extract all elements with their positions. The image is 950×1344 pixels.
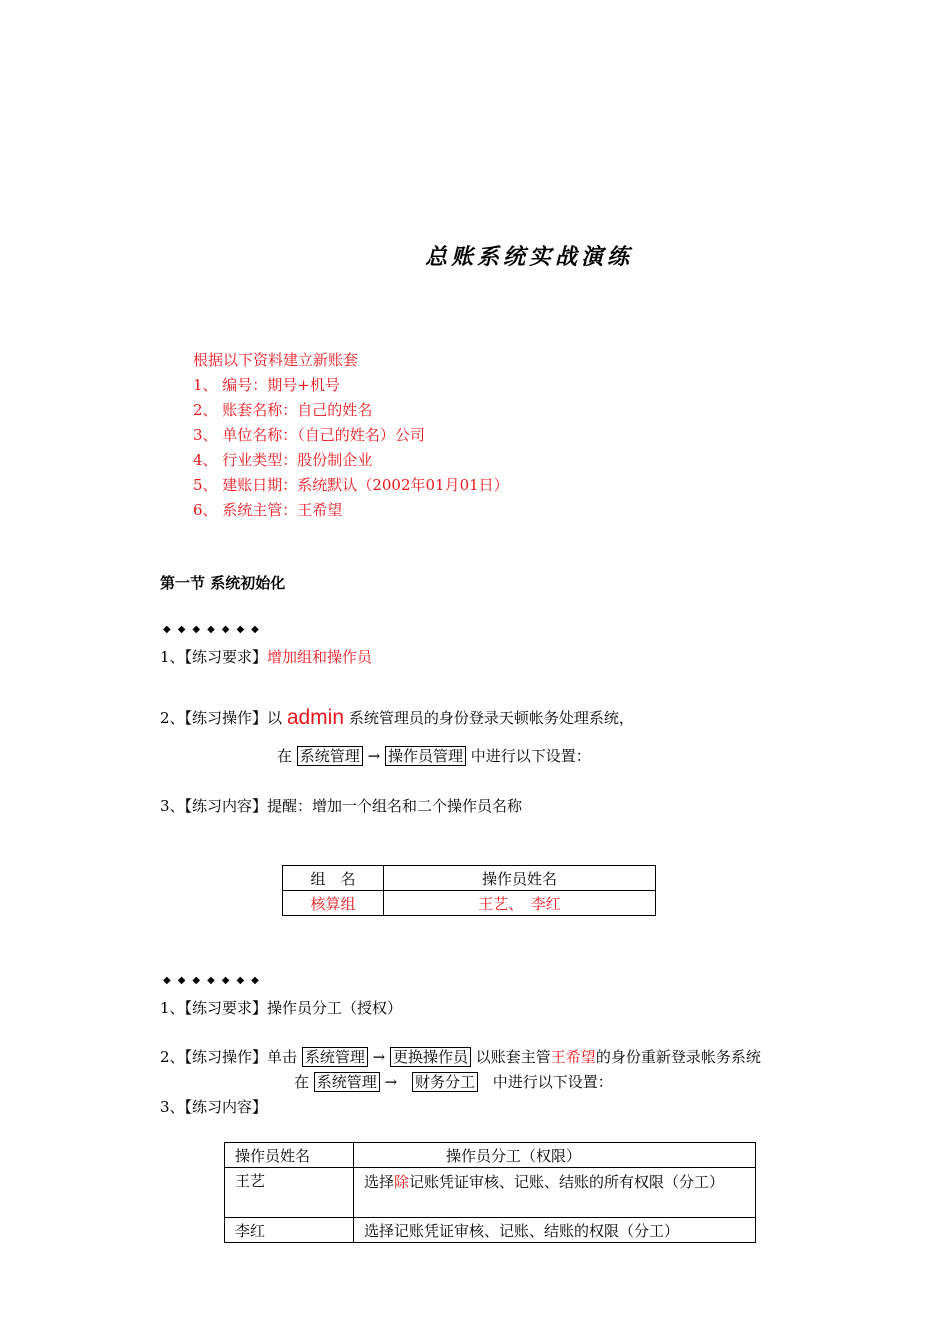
table-row xyxy=(225,1218,756,1243)
operation-text: 系统管理员的身份登录天顿帐务处理系统， xyxy=(348,709,634,727)
table-header-row xyxy=(225,1143,756,1168)
table-cell-name: 李红 xyxy=(225,1218,354,1243)
section-heading: 第一节 系统初始化 xyxy=(160,574,286,592)
permission-text: 记账凭证审核、记账、结账的所有权限（分工） xyxy=(409,1173,725,1191)
requirement-line: 1、【练习要求】操作员分工（授权） xyxy=(160,999,403,1017)
menu-change-operator: 更换操作员 xyxy=(390,1047,471,1067)
table-cell-permission xyxy=(354,1168,756,1218)
table-header: 组 名 xyxy=(283,866,384,891)
intro-item: 6、 系统主管：王希望 xyxy=(193,501,343,519)
intro-item: 4、 行业类型：股份制企业 xyxy=(193,451,373,469)
requirement-label: 1、【练习要求】 xyxy=(160,648,268,666)
menu-finance-division: 财务分工 xyxy=(412,1072,478,1092)
permission-text: 选择 xyxy=(364,1173,395,1191)
table-cell-permission: 选择记账凭证审核、记账、结账的权限（分工） xyxy=(354,1218,756,1243)
content-line: 3、【练习内容】提醒：增加一个组名和二个操作员名称 xyxy=(160,797,523,815)
path-in: 在 xyxy=(277,747,293,765)
operation-label: 2、【练习操作】以 xyxy=(160,709,283,727)
table-header-row xyxy=(283,866,656,891)
table-header: 操作员分工（权限） xyxy=(354,1143,756,1168)
table-cell-operators: 王艺、 李红 xyxy=(384,891,656,916)
path-line xyxy=(277,745,591,766)
arrow-icon: → xyxy=(372,1048,386,1066)
intro-block xyxy=(193,348,509,523)
table-cell-group: 核算组 xyxy=(283,891,384,916)
operation-line xyxy=(160,1046,761,1067)
operation-tail: 的身份重新登录帐务系统 xyxy=(595,1048,761,1066)
arrow-icon: → xyxy=(384,1073,398,1091)
intro-item: 2、 账套名称：自己的姓名 xyxy=(193,401,373,419)
intro-item: 1、 编号：期号+机号 xyxy=(193,376,340,394)
table-row xyxy=(283,891,656,916)
menu-system-management: 系统管理 xyxy=(314,1072,380,1092)
operation-line xyxy=(160,706,634,730)
requirement-text: 增加组和操作员 xyxy=(267,648,373,666)
permission-emphasis: 除 xyxy=(394,1173,410,1191)
table-header: 操作员姓名 xyxy=(384,866,656,891)
menu-system-management: 系统管理 xyxy=(297,746,363,766)
diamond-divider: ◆◆◆◆◆◆◆ xyxy=(163,624,266,635)
arrow-icon: → xyxy=(367,747,381,765)
table-cell-name: 王艺 xyxy=(225,1168,354,1218)
content-line: 3、【练习内容】 xyxy=(160,1098,268,1116)
permission-table xyxy=(224,1142,756,1243)
group-table xyxy=(282,865,656,916)
intro-heading: 根据以下资料建立新账套 xyxy=(193,351,359,369)
intro-item: 5、 建账日期：系统默认（2002年01月01日） xyxy=(193,476,509,494)
supervisor-name: 王希望 xyxy=(550,1048,596,1066)
document-title: 总账系统实战演练 xyxy=(425,244,634,270)
table-row xyxy=(225,1168,756,1218)
menu-system-management: 系统管理 xyxy=(302,1047,368,1067)
path-tail: 中进行以下设置： xyxy=(492,1073,613,1091)
table-header: 操作员姓名 xyxy=(225,1143,354,1168)
requirement-line xyxy=(160,646,372,667)
path-in: 在 xyxy=(294,1073,310,1091)
path-line xyxy=(294,1071,613,1092)
path-tail: 中进行以下设置： xyxy=(470,747,591,765)
operation-mid: 以账套主管 xyxy=(475,1048,551,1066)
intro-item: 3、 单位名称：（自己的姓名）公司 xyxy=(193,426,425,444)
diamond-divider: ◆◆◆◆◆◆◆ xyxy=(163,975,266,986)
admin-keyword: admin xyxy=(286,706,345,729)
menu-operator-management: 操作员管理 xyxy=(385,746,466,766)
operation-label: 2、【练习操作】单击 xyxy=(160,1048,298,1066)
